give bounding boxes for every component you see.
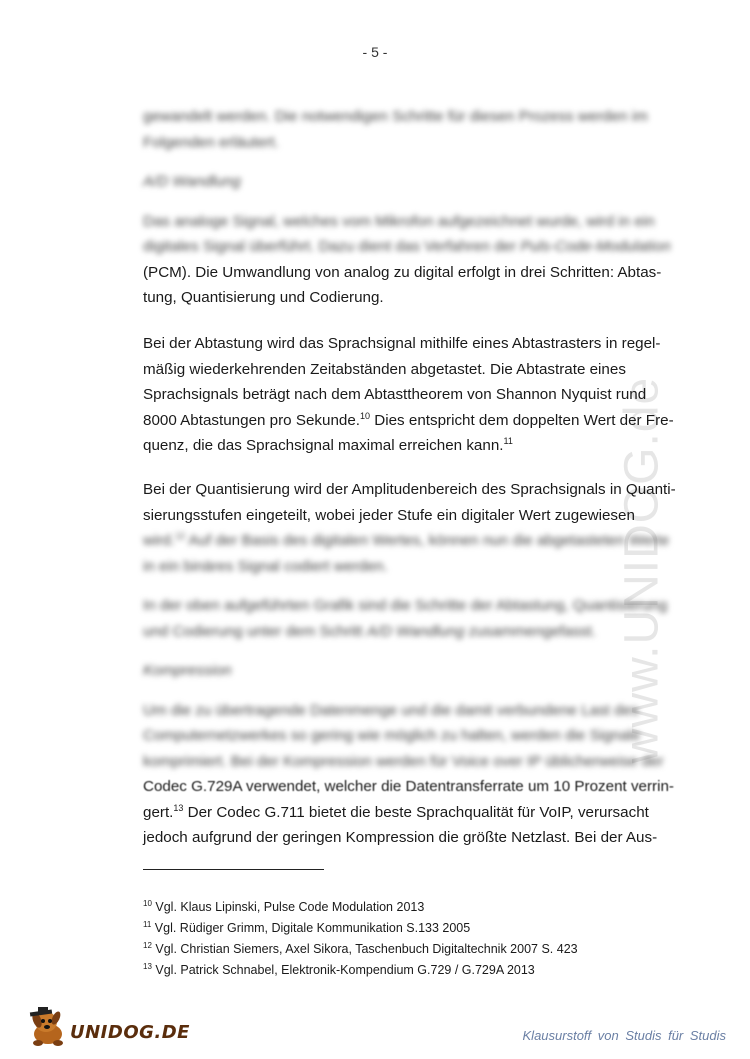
blurred-line: gewandelt werden. Die notwendigen Schritte für diesen Prozess werden im xyxy=(143,108,648,125)
blurred-span: Auf der Basis des digitalen Wertes, können nun die abgetasteten Werte xyxy=(185,532,670,549)
paragraph-line: Bei der Quantisierung wird der Amplitudenbereich des Sprachsignals in Quanti- xyxy=(143,481,676,498)
pcm-line: (PCM). Die Umwandlung von analog zu digital erfolgt in drei Schritten: Abtas- xyxy=(143,263,662,281)
footnote-item xyxy=(143,918,678,939)
footnote-ref: 12 xyxy=(175,531,186,541)
text-span: gert. xyxy=(143,803,174,821)
footnote-ref: 10 xyxy=(360,410,371,421)
paragraph-line: sierungsstufen eingeteilt, wobei jeder Stufe ein digitaler Wert zugewiesen xyxy=(143,506,635,524)
footnotes xyxy=(143,897,678,981)
blurred-line xyxy=(143,234,678,260)
dog-mascot-icon xyxy=(26,1007,72,1047)
paragraph-line: Codec G.729A verwendet, welcher die Datentransferrate um 10 Prozent verrin- xyxy=(143,778,674,795)
footnote-ref: 13 xyxy=(173,802,184,813)
blurred-line: Um die zu übertragende Datenmenge und die damit verbundene Last des xyxy=(143,701,639,719)
paragraph-line xyxy=(143,433,678,459)
footnote-text: Vgl. Rüdiger Grimm, Digitale Kommunikation S.133 2005 xyxy=(151,921,471,935)
footnote-item xyxy=(143,939,678,960)
blurred-span: zusammengefasst. xyxy=(464,622,597,640)
blurred-line: In der oben aufgeführten Grafik sind die Schritte der Abtastung, Quantisierung xyxy=(143,597,668,614)
footnote-text: Vgl. Patrick Schnabel, Elektronik-Kompendium G.729 / G.729A 2013 xyxy=(151,963,535,977)
text-span: Dies entspricht dem doppelten Wert der Fre- xyxy=(370,411,674,429)
footnote-number: 12 xyxy=(143,941,152,950)
blurred-line: Folgenden erläutert. xyxy=(143,133,279,151)
blurred-line xyxy=(143,528,678,554)
footnote-divider xyxy=(143,869,324,870)
footnote-ref: 11 xyxy=(503,436,513,446)
blurred-italic: A/D Wandlung xyxy=(366,622,465,640)
blurred-line: in ein binäres Signal codiert werden. xyxy=(143,557,388,575)
watermark: www.UNIDOG.de xyxy=(615,376,669,764)
text-span: 8000 Abtastungen pro Sekunde. xyxy=(143,411,361,429)
section-heading-ad-wandlung: A/D Wandlung xyxy=(143,173,241,190)
footnote-number: 13 xyxy=(143,962,152,971)
footnote-text: Vgl. Christian Siemers, Axel Sikora, Taschenbuch Digitaltechnik 2007 S. 423 xyxy=(151,942,578,956)
quantisierung-paragraph xyxy=(143,477,678,851)
paragraph-line: Bei der Abtastung wird das Sprachsignal mithilfe eines Abtastrasters in regel- xyxy=(143,335,661,352)
blurred-span: wird. xyxy=(143,532,176,549)
unidog-logo[interactable] xyxy=(26,1005,190,1047)
footnote-item xyxy=(143,897,678,918)
paragraph-line xyxy=(143,800,678,826)
logo-text: UNIDOG.DE xyxy=(70,1022,190,1043)
section-heading-kompression: Kompression xyxy=(143,662,232,679)
abtastung-paragraph xyxy=(143,331,678,459)
page-number: - 5 - xyxy=(362,44,388,60)
footer-tagline: Klausurstoff von Studis für Studis xyxy=(522,1028,726,1043)
text-span: quenz, die das Sprachsignal maximal erreichen kann. xyxy=(143,437,504,454)
footnote-text: Vgl. Klaus Lipinski, Pulse Code Modulation 2013 xyxy=(151,900,425,914)
footnote-number: 10 xyxy=(143,899,152,908)
blurred-span: digitales Signal überführt. Dazu dient das Verfahren der xyxy=(143,238,521,255)
blurred-line: Das analoge Signal, welches vom Mikrofon aufgezeichnet wurde, wird in ein xyxy=(143,212,655,230)
text-span: Der Codec G.711 bietet die beste Sprachqualität für VoIP, verursacht xyxy=(183,803,649,821)
footnote-item xyxy=(143,960,678,981)
blurred-intro xyxy=(143,104,678,311)
blurred-line: komprimiert. Bei der Kompression werden für Voice over IP üblicherweise der xyxy=(143,752,664,770)
blurred-line xyxy=(143,619,678,645)
blurred-span: und Codierung unter dem Schritt xyxy=(143,622,367,640)
paragraph-line: jedoch aufgrund der geringen Kompression die größte Netzlast. Bei der Aus- xyxy=(143,829,658,846)
paragraph-line: Sprachsignals beträgt nach dem Abtasttheorem von Shannon Nyquist rund xyxy=(143,386,647,403)
blurred-line: Computernetzwerkes so gering wie möglich zu halten, werden die Signale xyxy=(143,727,641,744)
pcm-line: tung, Quantisierung und Codierung. xyxy=(143,289,384,306)
blurred-italic: Puls-Code-Modulation xyxy=(520,238,671,255)
footnote-number: 11 xyxy=(143,920,152,929)
paragraph-line: mäßig wiederkehrenden Zeitabständen abgetastet. Die Abtastrate eines xyxy=(143,360,626,378)
paragraph-line xyxy=(143,408,678,434)
